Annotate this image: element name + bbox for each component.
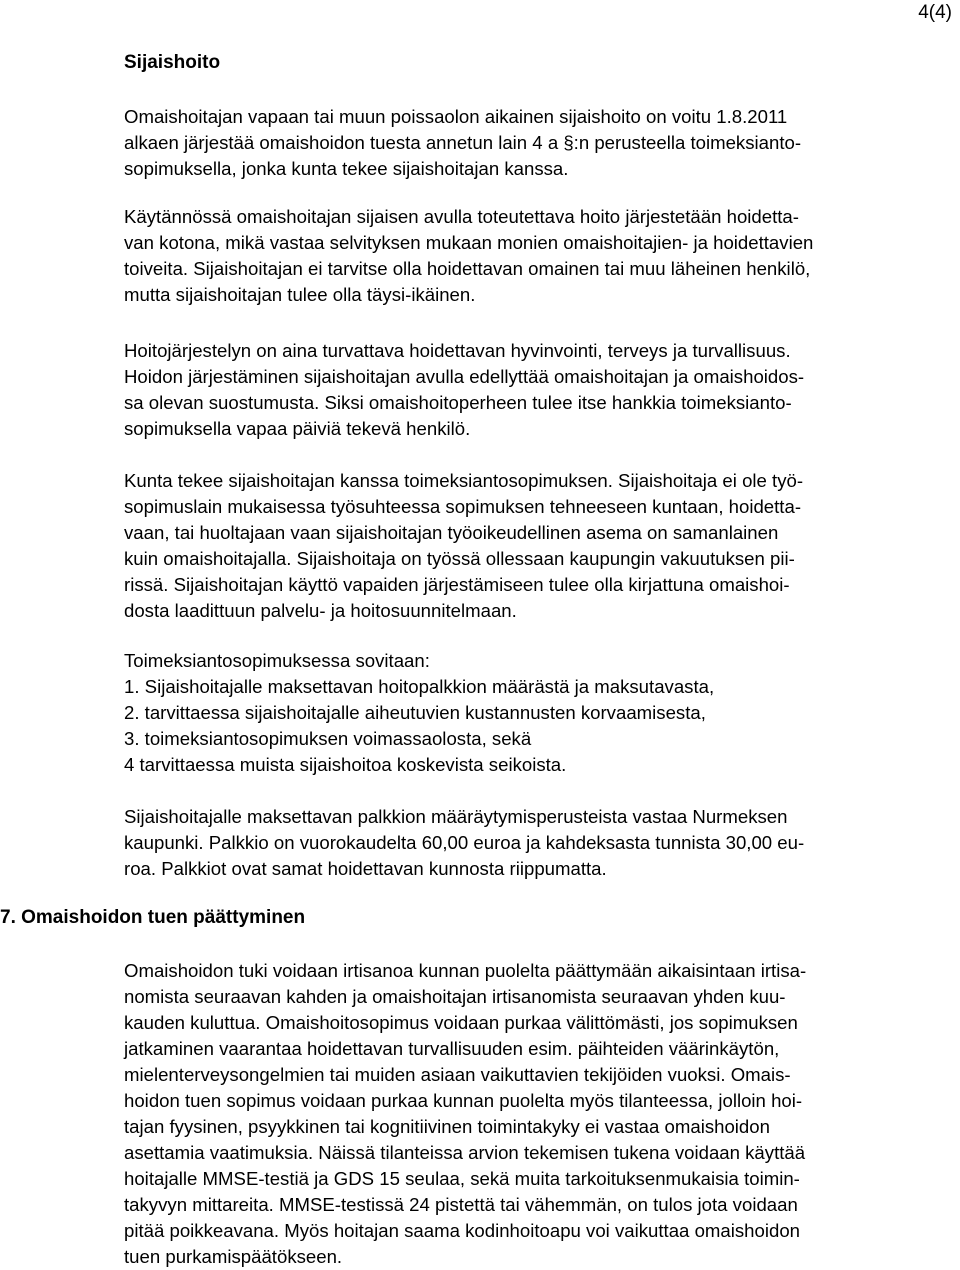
text-line: toiveita. Sijaishoitajan ei tarvitse olla hoidettavan omainen tai muu läheinen henkilö, bbox=[124, 258, 811, 279]
list-item: 4 tarvittaessa muista sijaishoitoa koskevista seikoista. bbox=[124, 754, 567, 775]
list-item: 2. tarvittaessa sijaishoitajalle aiheutuvien kustannusten korvaamisesta, bbox=[124, 702, 706, 723]
text-line: Hoitojärjestelyn on aina turvattava hoidettavan hyvinvointi, terveys ja turvallisuus. bbox=[124, 340, 791, 361]
paragraph-contract bbox=[124, 468, 803, 624]
text-line: Sijaishoitajalle maksettavan palkkion määräytymisperusteista vastaa Nurmeksen bbox=[124, 806, 788, 827]
text-line: sopimuksella, jonka kunta tekee sijaishoitajan kanssa. bbox=[124, 158, 569, 179]
text-line: Käytännössä omaishoitajan sijaisen avulla toteutettava hoito järjestetään hoidetta- bbox=[124, 206, 799, 227]
text-line: sopimuksella vapaa päiviä tekevä henkilö. bbox=[124, 418, 471, 439]
text-line: alkaen järjestää omaishoidon tuesta annetun lain 4 a §:n perusteella toimeksianto- bbox=[124, 132, 802, 153]
text-line: sopimuslain mukaisessa työsuhteessa sopimuksen tehneeseen kuntaan, hoidetta- bbox=[124, 496, 802, 517]
text-line: Omaishoitajan vapaan tai muun poissaolon aikainen sijaishoito on voitu 1.8.2011 bbox=[124, 106, 788, 127]
text-line: kuin omaishoitajalla. Sijaishoitaja on työssä ollessaan kaupungin vakuutuksen pii- bbox=[124, 548, 795, 569]
text-line: takyvyn mittareita. MMSE-testissä 24 pistettä tai vähemmän, on tulos jota voidaan bbox=[124, 1194, 798, 1215]
text-line: roa. Palkkiot ovat samat hoidettavan kunnosta riippumatta. bbox=[124, 858, 607, 879]
text-line: van kotona, mikä vastaa selvityksen mukaan monien omaishoitajien- ja hoidettavien bbox=[124, 232, 814, 253]
text-line: pitää poikkeavana. Myös hoitajan saama kodinhoitoapu voi vaikuttaa omaishoidon bbox=[124, 1220, 801, 1241]
text-line: vaan, tai huoltajaan vaan sijaishoitajan työoikeudellinen asema on samanlainen bbox=[124, 522, 779, 543]
text-line: tuen purkamispäätökseen. bbox=[124, 1246, 343, 1267]
text-line: hoidon tuen sopimus voidaan purkaa kunnan puolelta myös tilanteessa, jolloin hoi- bbox=[124, 1090, 803, 1111]
text-line: rissä. Sijaishoitajan käyttö vapaiden järjestämiseen tulee olla kirjattuna omaishoi- bbox=[124, 574, 790, 595]
text-line: Hoidon järjestäminen sijaishoitajan avulla edellyttää omaishoitajan ja omaishoidos- bbox=[124, 366, 805, 387]
paragraph-termination bbox=[124, 958, 806, 1270]
text-line: dosta laadittuun palvelu- ja hoitosuunnitelmaan. bbox=[124, 600, 517, 621]
paragraph-sijaishoito-intro bbox=[124, 104, 801, 182]
page-number: 4(4) bbox=[918, 2, 952, 23]
paragraph-agreed-items-list bbox=[124, 648, 714, 778]
text-line: asettamia vaatimuksia. Näissä tilanteissa arvion tekemisen tukena voidaan käyttää bbox=[124, 1142, 806, 1163]
text-line: kauden kuluttua. Omaishoitosopimus voidaan purkaa välittömästi, jos sopimuksen bbox=[124, 1012, 798, 1033]
paragraph-care-arrangement bbox=[124, 338, 804, 442]
chapter-heading-termination: 7. Omaishoidon tuen päättyminen bbox=[0, 907, 306, 928]
paragraph-practice bbox=[124, 204, 813, 308]
list-intro: Toimeksiantosopimuksessa sovitaan: bbox=[124, 650, 430, 671]
text-line: hoitajalle MMSE-testiä ja GDS 15 seulaa, sekä muita tarkoituksenmukaisia toimin- bbox=[124, 1168, 800, 1189]
text-line: sa olevan suostumusta. Siksi omaishoitoperheen tulee itse hankkia toimeksianto- bbox=[124, 392, 792, 413]
text-line: mielenterveysongelmien tai muiden asiaan vaikuttavien tekijöiden vuoksi. Omais- bbox=[124, 1064, 791, 1085]
paragraph-fee bbox=[124, 804, 804, 882]
text-line: kaupunki. Palkkio on vuorokaudelta 60,00 euroa ja kahdeksasta tunnista 30,00 eu- bbox=[124, 832, 805, 853]
text-line: Kunta tekee sijaishoitajan kanssa toimeksiantosopimuksen. Sijaishoitaja ei ole työ- bbox=[124, 470, 804, 491]
text-line: jatkaminen vaarantaa hoidettavan turvallisuuden esim. päihteiden väärinkäytön, bbox=[124, 1038, 780, 1059]
text-line: mutta sijaishoitajan tulee olla täysi-ikäinen. bbox=[124, 284, 476, 305]
text-line: nomista seuraavan kahden ja omaishoitajan irtisanomista seuraavan yhden kuu- bbox=[124, 986, 786, 1007]
text-line: tajan fyysinen, psyykkinen tai kognitiivinen toimintakyky ei vastaa omaishoidon bbox=[124, 1116, 770, 1137]
section-heading-sijaishoito: Sijaishoito bbox=[124, 52, 221, 73]
list-item: 3. toimeksiantosopimuksen voimassaolosta, sekä bbox=[124, 728, 532, 749]
list-item: 1. Sijaishoitajalle maksettavan hoitopalkkion määrästä ja maksutavasta, bbox=[124, 676, 715, 697]
text-line: Omaishoidon tuki voidaan irtisanoa kunnan puolelta päättymään aikaisintaan irtisa- bbox=[124, 960, 807, 981]
